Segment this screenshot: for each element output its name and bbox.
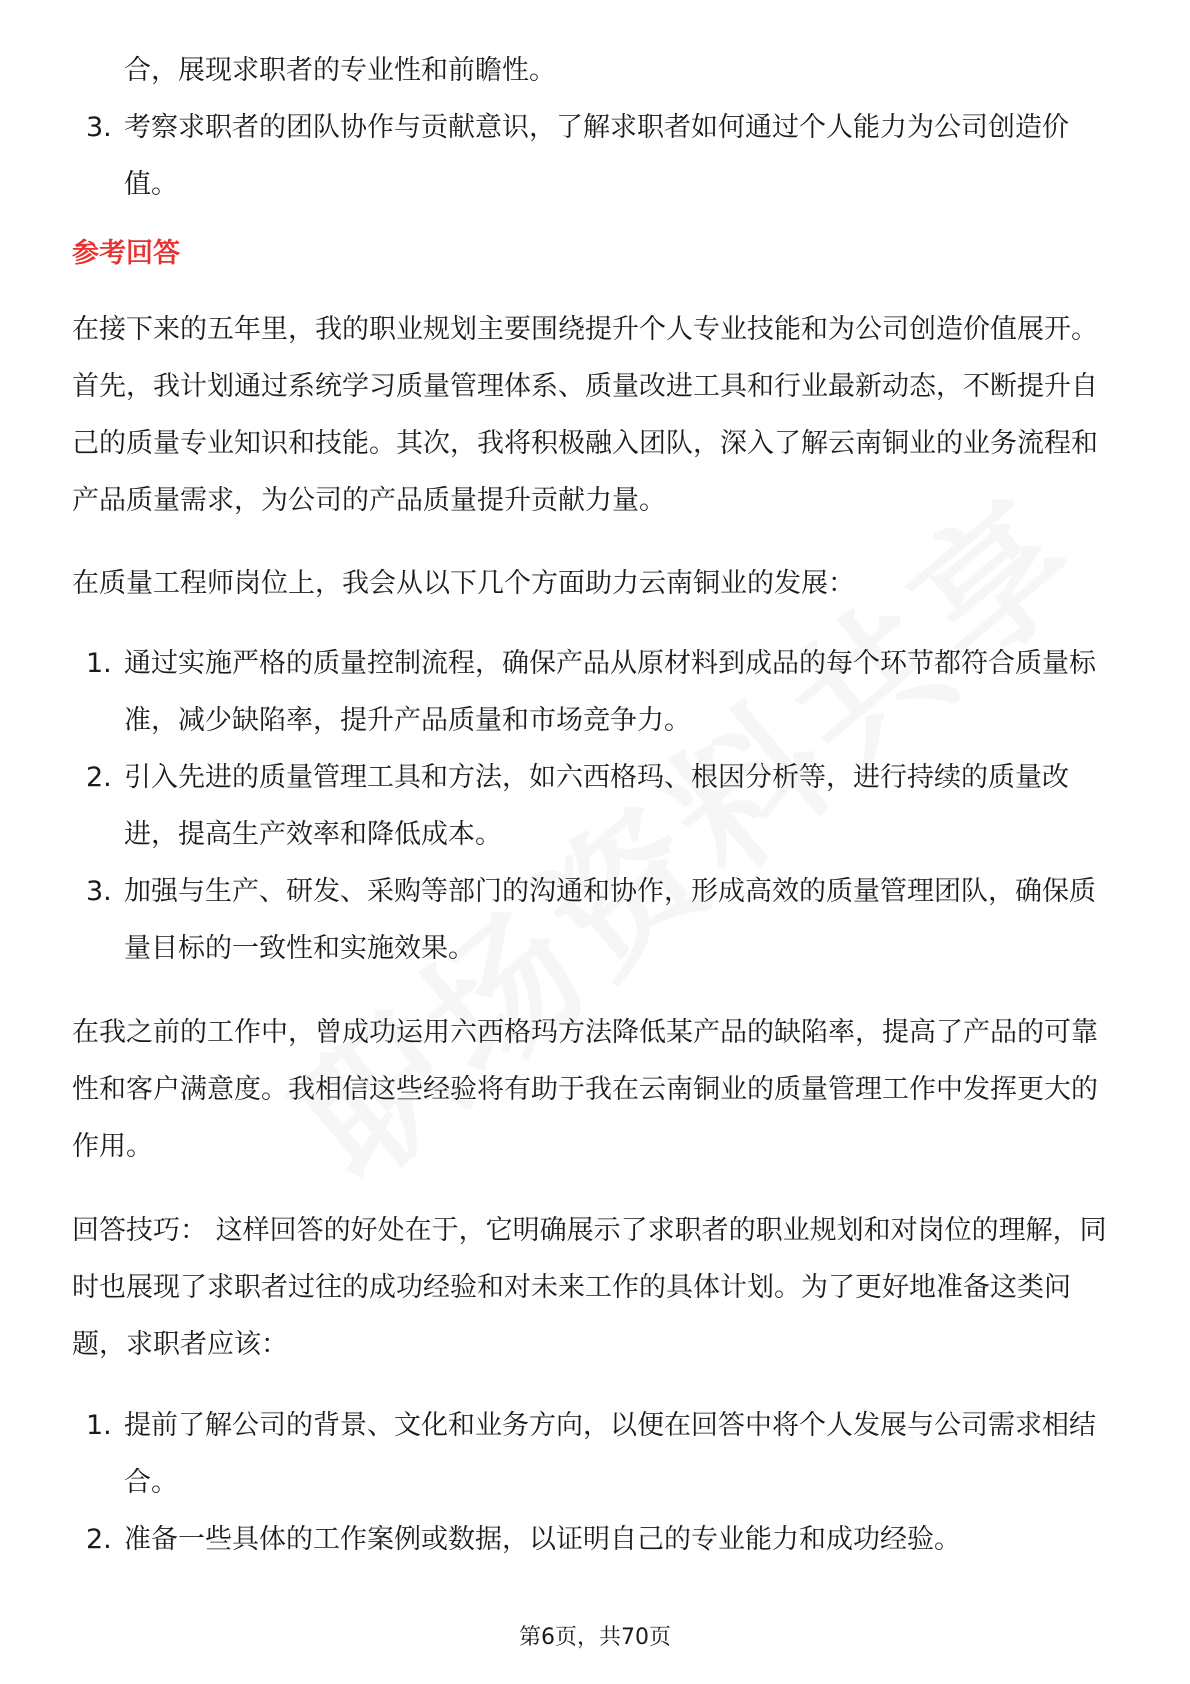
list-number: 3. — [86, 112, 112, 143]
list-item — [72, 1397, 1122, 1511]
list-item — [72, 99, 1122, 213]
list-item-text: 通过实施严格的质量控制流程，确保产品从原材料到成品的每个环节都符合质量标准，减少缺陷率，提升产品质量和市场竞争力。 — [124, 648, 1096, 736]
paragraph: 回答技巧： 这样回答的好处在于，它明确展示了求职者的职业规划和对岗位的理解，同时也展现了求职者过往的成功经验和对未来工作的具体计划。为了更好地准备这类问题，求职者应该： — [72, 1215, 1107, 1360]
ordered-list — [72, 635, 1122, 977]
page-content — [72, 42, 1122, 1568]
list-item-text: 提前了解公司的背景、文化和业务方向，以便在回答中将个人发展与公司需求相结合。 — [124, 1410, 1096, 1498]
list-item — [72, 749, 1122, 863]
ordered-list — [72, 1397, 1122, 1568]
list-number: 1. — [86, 648, 112, 679]
list-number: 3. — [86, 876, 112, 907]
list-number: 1. — [86, 1410, 112, 1441]
list-item — [72, 635, 1122, 749]
paragraph: 在我之前的工作中，曾成功运用六西格玛方法降低某产品的缺陷率，提高了产品的可靠性和客户满意度。我相信这些经验将有助于我在云南铜业的质量管理工作中发挥更大的作用。 — [72, 1017, 1098, 1162]
list-item-text: 准备一些具体的工作案例或数据，以证明自己的专业能力和成功经验。 — [124, 1524, 961, 1555]
page-number: 第6页，共70页 — [519, 1625, 671, 1650]
list-item — [72, 1511, 1122, 1568]
list-number: 2. — [86, 1524, 112, 1555]
list-item-text: 加强与生产、研发、采购等部门的沟通和协作，形成高效的质量管理团队，确保质量目标的一致性和实施效果。 — [124, 876, 1096, 964]
list-item-continuation: 合，展现求职者的专业性和前瞻性。 — [124, 55, 556, 86]
list-item — [72, 863, 1122, 977]
list-number: 2. — [86, 762, 112, 793]
list-item-text: 引入先进的质量管理工具和方法，如六西格玛、根因分析等，进行持续的质量改进，提高生产效率和降低成本。 — [124, 762, 1069, 850]
list-item-text: 考察求职者的团队协作与贡献意识，了解求职者如何通过个人能力为公司创造价值。 — [124, 112, 1069, 200]
paragraph: 在接下来的五年里，我的职业规划主要围绕提升个人专业技能和为公司创造价值展开。首先，我计划通过系统学习质量管理体系、质量改进工具和行业最新动态，不断提升自己的质量专业知识和技能。其次，我将积极融入团队，深入了解云南铜业的业务流程和产品质量需求，为公司的产品质量提升贡献力量。 — [72, 314, 1098, 516]
paragraph: 在质量工程师岗位上，我会从以下几个方面助力云南铜业的发展： — [72, 568, 855, 599]
section-heading: 参考回答 — [72, 238, 180, 269]
